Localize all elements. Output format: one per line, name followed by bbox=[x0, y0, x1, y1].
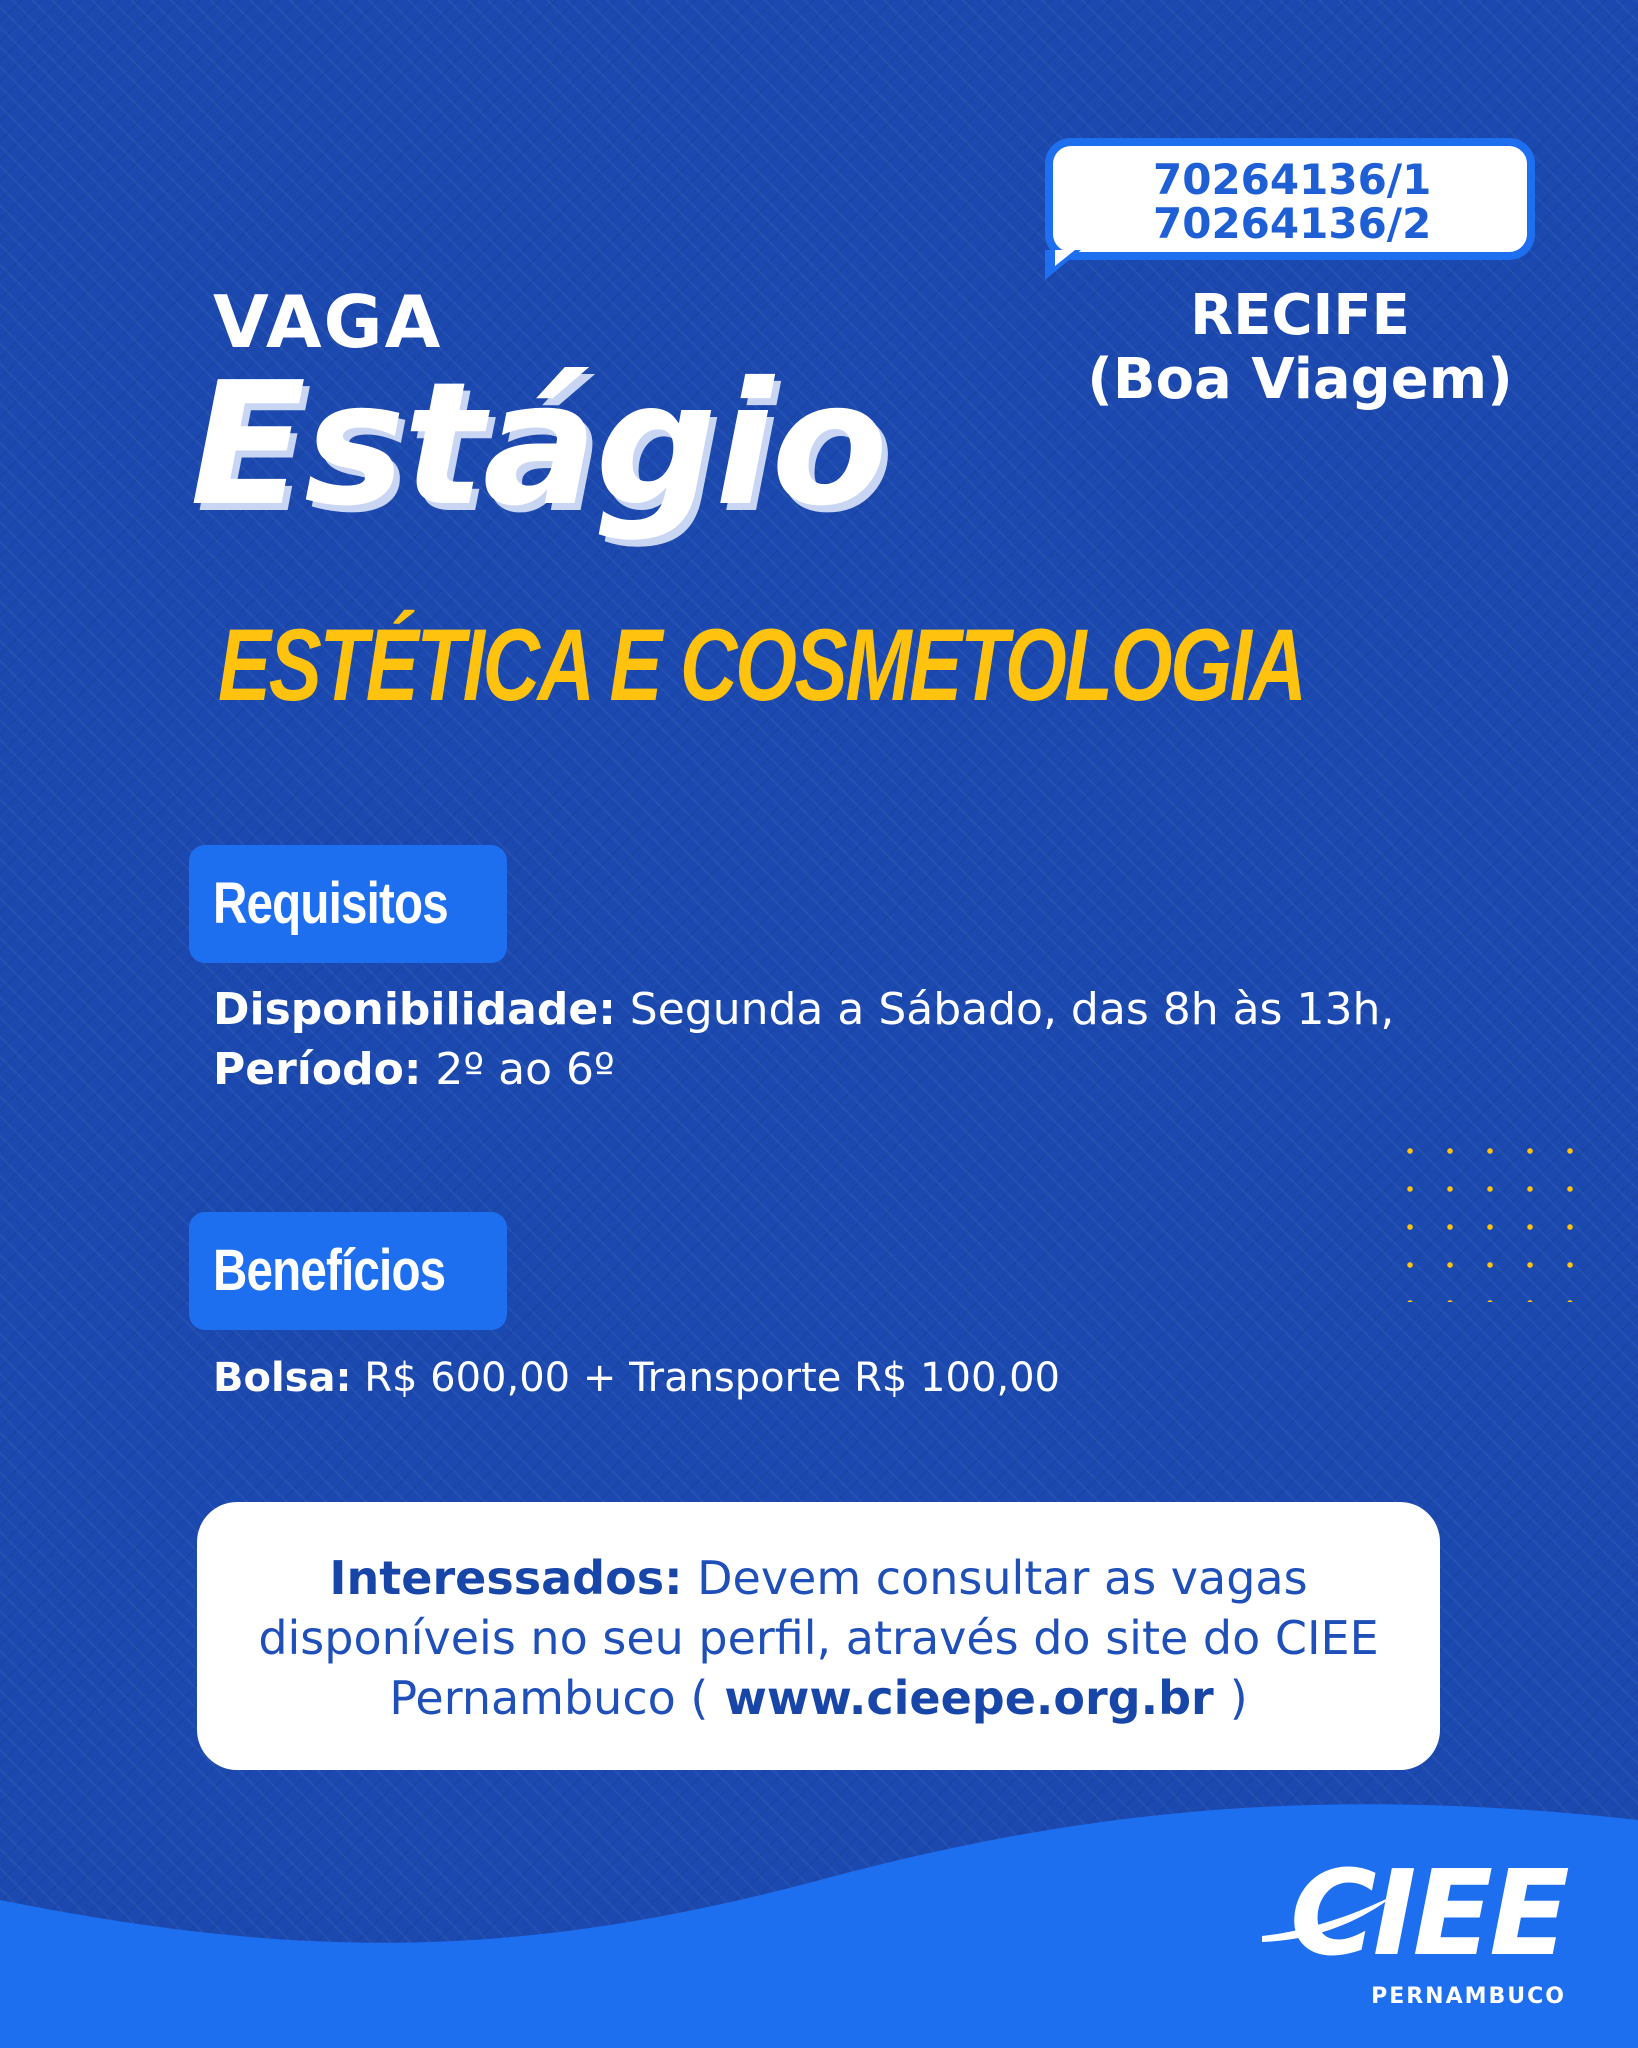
job-code-1: 70264136/1 bbox=[1153, 155, 1432, 204]
location-city: RECIFE bbox=[1190, 283, 1410, 348]
period-line bbox=[213, 1042, 615, 1098]
job-code-bubble bbox=[1045, 138, 1535, 260]
decorative-dots bbox=[1390, 1132, 1590, 1302]
logo-subtitle: PERNAMBUCO bbox=[1371, 1984, 1566, 2009]
period-value: 2º ao 6º bbox=[421, 1044, 615, 1095]
availability-line bbox=[213, 982, 1394, 1038]
location bbox=[1040, 284, 1560, 412]
vaga-label: VAGA bbox=[213, 280, 443, 364]
info-text: Devem consultar as vagas disponíveis no seu perfil, através do site do CIEE Pernambuco ( bbox=[258, 1551, 1379, 1725]
info-close: ) bbox=[1229, 1671, 1248, 1725]
website-link[interactable]: www.cieepe.org.br bbox=[708, 1671, 1230, 1725]
info-box bbox=[197, 1502, 1440, 1770]
info-label: Interessados: bbox=[329, 1551, 683, 1605]
availability-value: Segunda a Sábado, das 8h às 13h, bbox=[615, 984, 1395, 1035]
location-district: (Boa Viagem) bbox=[1087, 347, 1513, 412]
availability-label: Disponibilidade: bbox=[213, 984, 616, 1035]
period-label: Período: bbox=[213, 1044, 422, 1095]
logo-text: CIEE bbox=[1290, 1844, 1566, 1982]
salary-line bbox=[213, 1350, 1060, 1406]
benefits-heading: Benefícios bbox=[189, 1212, 507, 1330]
page-title: Estágio bbox=[190, 346, 887, 544]
job-code-2: 70264136/2 bbox=[1153, 199, 1432, 248]
salary-label: Bolsa: bbox=[213, 1355, 352, 1401]
salary-value: R$ 600,00 + Transporte R$ 100,00 bbox=[351, 1355, 1060, 1401]
course-title: ESTÉTICA E COSMETOLOGIA bbox=[218, 608, 1305, 722]
requirements-heading: Requisitos bbox=[189, 845, 507, 963]
ciee-logo bbox=[1260, 1844, 1580, 2018]
